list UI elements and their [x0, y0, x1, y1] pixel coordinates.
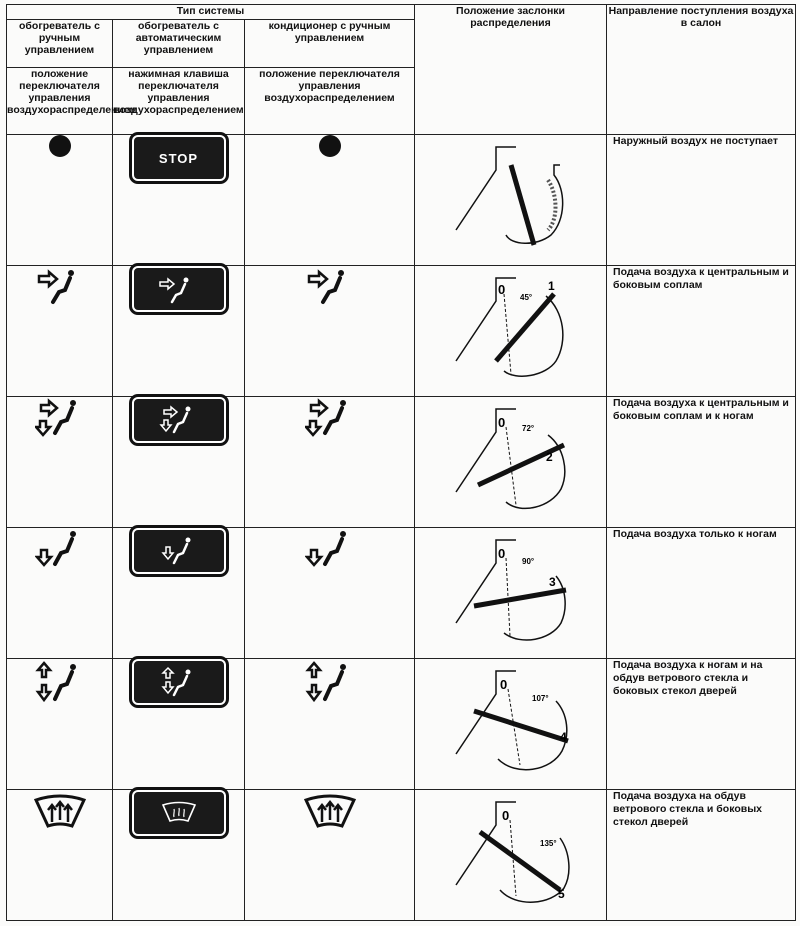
air-direction-header: Направление поступления воздуха в салон [607, 5, 796, 135]
heater-manual-subheader: положение переключателя управления воздухораспределением [7, 68, 113, 135]
damper-angle-label: 107° [531, 694, 549, 703]
damper-angle-label: 72° [521, 424, 534, 433]
damper-angle-label: 135° [539, 839, 557, 848]
table-row [7, 135, 796, 266]
foot-vent-icon [305, 528, 355, 572]
damper-diagram [436, 659, 586, 779]
foot-vent-icon [35, 528, 85, 572]
stop-dot-icon [319, 135, 341, 157]
table-row [7, 659, 796, 790]
stop-key-label: STOP [158, 150, 199, 166]
damper-diagram [436, 397, 586, 517]
row-description: Подача воздуха к ногам и на обдув ветрового стекла и боковых стекол дверей [607, 659, 796, 790]
row-description: Подача воздуха только к ногам [607, 528, 796, 659]
damper-position-header: Положение заслонки распределения [415, 5, 607, 135]
foot-defrost-vent-icon [35, 659, 85, 707]
damper-zero-label: 0 [501, 808, 509, 823]
stop-key-button [132, 135, 226, 181]
ac-manual-header: кондиционер с ручным управлением [245, 20, 415, 68]
damper-position-label: 2 [545, 450, 553, 464]
row-description: Подача воздуха к центральным и боковым соплам [607, 266, 796, 397]
face-foot-vent-icon [305, 397, 355, 441]
foot-vent-key-button [132, 528, 226, 574]
windshield-defrost-icon [32, 790, 88, 834]
foot-defrost-key-button [132, 659, 226, 705]
air-distribution-table [6, 4, 796, 921]
table-row [7, 790, 796, 921]
windshield-defrost-icon [302, 790, 358, 834]
damper-position-label: 1 [547, 279, 555, 293]
damper-zero-label: 0 [497, 282, 505, 297]
face-vent-icon [154, 274, 204, 304]
ac-manual-subheader: положение переключателя управления воздухораспределением [245, 68, 415, 135]
damper-zero-label: 0 [497, 415, 505, 430]
damper-diagram [436, 528, 586, 648]
damper-angle-label: 90° [521, 557, 534, 566]
row-description: Наружный воздух не поступает [607, 135, 796, 266]
face-foot-vent-icon [35, 397, 85, 441]
table-row [7, 528, 796, 659]
face-vent-icon [305, 266, 355, 306]
damper-zero-label: 0 [497, 546, 505, 561]
system-type-header: Тип системы [7, 5, 415, 20]
damper-position-label: 3 [548, 575, 556, 589]
table-row [7, 266, 796, 397]
damper-diagram [436, 135, 586, 255]
table-row [7, 397, 796, 528]
heater-auto-subheader: нажимная клавиша переключателя управления воздухораспределением [113, 68, 245, 135]
face-vent-key-button [132, 266, 226, 312]
foot-defrost-vent-icon [305, 659, 355, 707]
foot-vent-icon [154, 535, 204, 567]
damper-zero-label: 0 [499, 677, 507, 692]
damper-diagram [436, 790, 586, 910]
face-vent-icon [35, 266, 85, 306]
damper-angle-label: 45° [519, 293, 532, 302]
face-foot-vent-icon [154, 404, 204, 436]
windshield-defrost-icon [159, 799, 199, 827]
heater-manual-header: обогреватель с ручным управлением [7, 20, 113, 68]
stop-dot-icon [49, 135, 71, 157]
damper-diagram [436, 266, 586, 386]
damper-position-label: 4 [559, 730, 567, 744]
face-foot-key-button [132, 397, 226, 443]
row-description: Подача воздуха к центральным и боковым соплам и к ногам [607, 397, 796, 528]
heater-auto-header: обогреватель с автоматическим управлением [113, 20, 245, 68]
damper-position-label: 5 [557, 887, 565, 901]
foot-defrost-vent-icon [154, 665, 204, 699]
row-description: Подача воздуха на обдув ветрового стекла и боковых стекол дверей [607, 790, 796, 921]
defrost-key-button [132, 790, 226, 836]
